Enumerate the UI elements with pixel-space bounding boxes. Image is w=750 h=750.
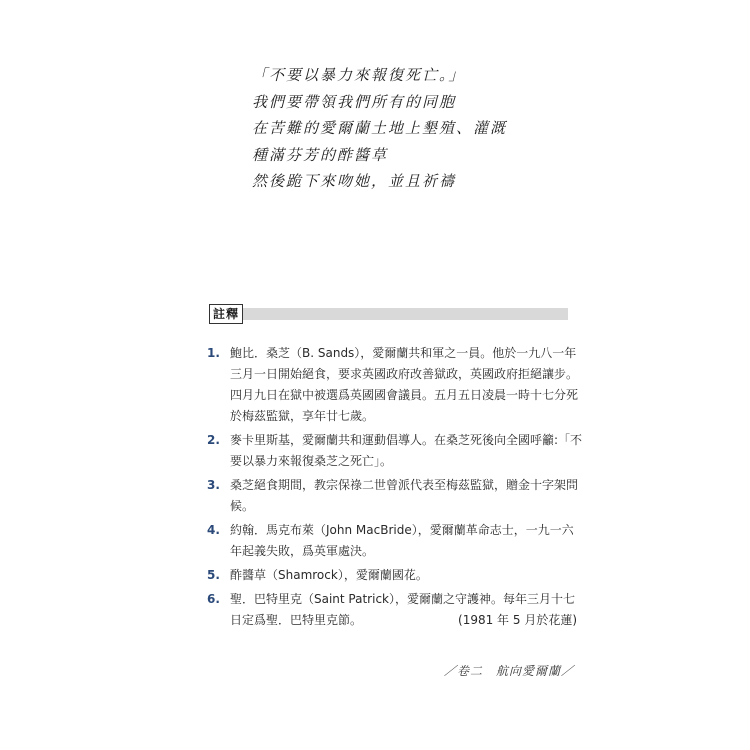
note-line: 三月一日開始絕食，要求英國政府改善獄政，英國政府拒絕讓步。 [230, 367, 579, 381]
note-number: 4. [207, 523, 220, 537]
note-item [207, 589, 577, 631]
poem-line: 「不要以暴力來報復死亡。」 [252, 66, 466, 84]
poem-date-signature: (1981 年 5 月於花蓮) [458, 613, 577, 627]
note-line: 約翰．馬克布萊（John MacBride），愛爾蘭革命志士，一九一六 [230, 523, 574, 537]
note-line: 麥卡里斯基，愛爾蘭共和運動倡導人。在桑芝死後向全國呼籲:「不 [230, 433, 583, 447]
poem-line: 種滿芬芳的酢醬草 [252, 145, 389, 164]
notes-header [209, 304, 568, 324]
note-item [207, 475, 577, 517]
poem-line: 我們要帶領我們所有的同胞 [252, 92, 457, 111]
notes-title: 註釋 [209, 304, 243, 324]
note-line: 候。 [230, 499, 255, 513]
note-item [207, 430, 583, 472]
note-line: 四月九日在獄中被選爲英國國會議員。五月五日凌晨一時十七分死 [230, 388, 579, 402]
poem-line: 在苦難的愛爾蘭土地上墾殖、灌溉 [252, 119, 508, 137]
notes-list [207, 343, 583, 634]
note-number: 3. [207, 478, 220, 492]
note-item [207, 520, 577, 562]
note-number: 1. [207, 346, 220, 360]
note-line: 酢醬草（Shamrock），愛爾蘭國花。 [230, 568, 428, 582]
poem [252, 62, 572, 195]
note-line: 鮑比．桑芝（B. Sands），愛爾蘭共和軍之一員。他於一九八一年 [230, 346, 577, 360]
note-last-line [230, 610, 577, 631]
note-number: 2. [207, 433, 220, 447]
notes-header-bar [209, 308, 568, 320]
note-line: 日定爲聖．巴特里克節。 [230, 613, 363, 627]
note-number: 5. [207, 568, 220, 582]
running-footer: ／卷二 航向愛爾蘭／ [443, 664, 574, 678]
note-item [207, 565, 577, 586]
note-line: 年起義失敗，爲英軍處決。 [230, 544, 375, 558]
note-line: 聖．巴特里克（Saint Patrick），愛爾蘭之守護神。每年三月十七 [230, 592, 576, 606]
note-item [207, 343, 577, 427]
poem-line: 然後跪下來吻她，並且祈禱 [252, 172, 457, 190]
note-line: 要以暴力來報復桑芝之死亡」。 [230, 454, 393, 468]
note-line: 桑芝絕食期間，教宗保祿二世曾派代表至梅茲監獄，贈金十字架問 [230, 478, 579, 492]
note-line: 於梅茲監獄，享年廿七歲。 [230, 409, 375, 423]
note-number: 6. [207, 592, 220, 606]
